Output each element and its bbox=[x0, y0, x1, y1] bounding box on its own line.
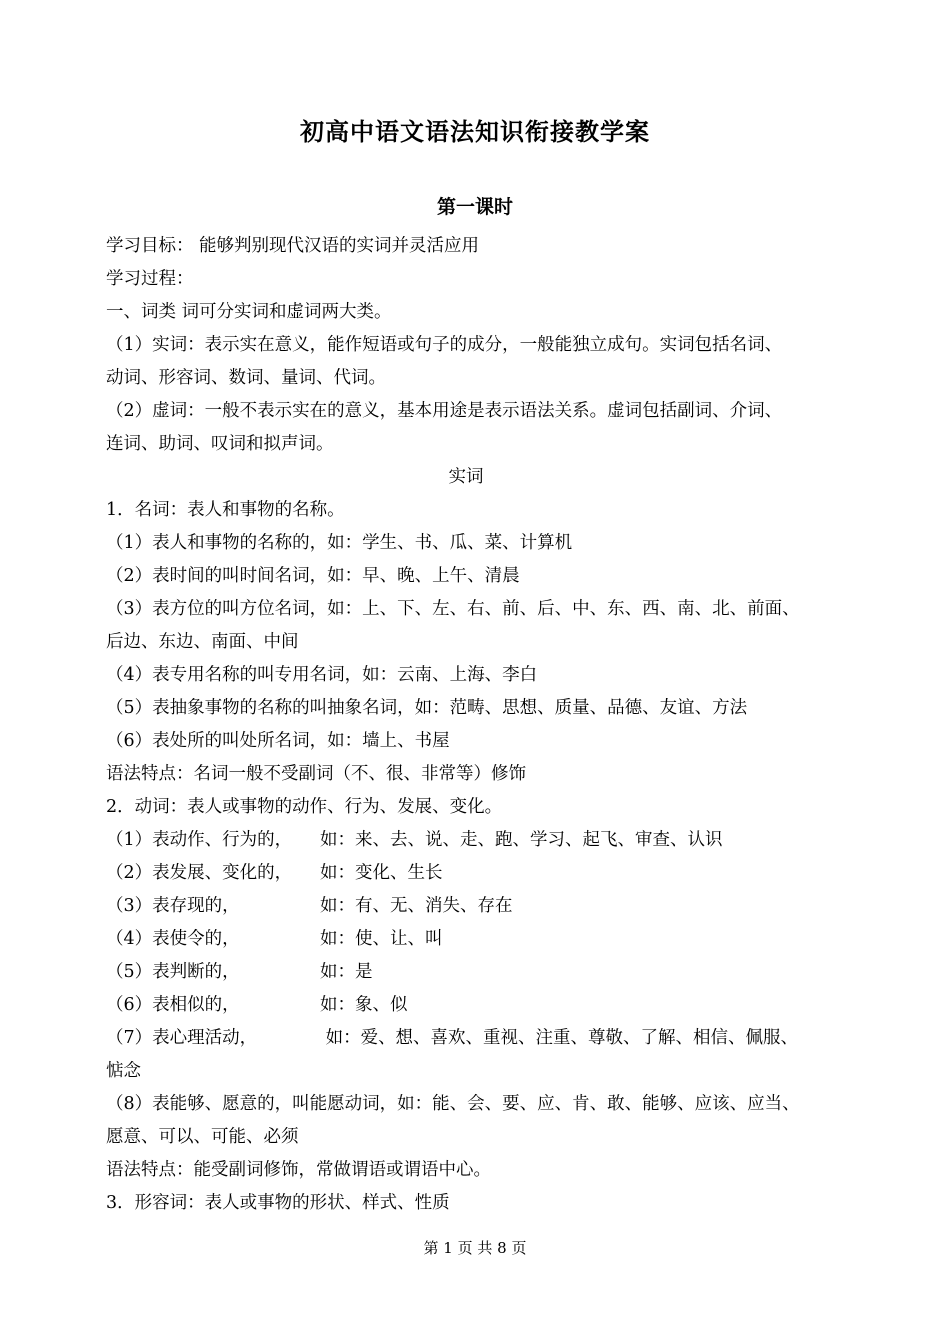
body-line: 1．名词：表人和事物的名称。 bbox=[106, 500, 345, 520]
body-line: 2．动词：表人或事物的动作、行为、发展、变化。 bbox=[106, 797, 503, 817]
body-line: （2）表时间的叫时间名词，如：早、晚、上午、清晨 bbox=[106, 566, 520, 586]
verb-list-item bbox=[106, 923, 866, 956]
body-line: 后边、东边、南面、中间 bbox=[106, 632, 299, 652]
body-line: （2）虚词：一般不表示实在的意义，基本用途是表示语法关系。虚词包括副词、介词、 bbox=[106, 401, 783, 421]
learning-process-line: 学习过程： bbox=[106, 269, 194, 289]
document-body bbox=[106, 230, 866, 1220]
section-heading: 实词 bbox=[448, 467, 484, 487]
verb-examples: 如：变化、生长 bbox=[320, 863, 443, 883]
word-class-line: 一、词类 词可分实词和虚词两大类。 bbox=[106, 302, 392, 322]
page-footer: 第 1 页 共 8 页 bbox=[423, 1239, 527, 1257]
body-line: 连词、助词、叹词和拟声词。 bbox=[106, 434, 334, 454]
body-line: （8）表能够、愿意的，叫能愿动词，如：能、会、要、应、肯、敢、能够、应该、应当、 bbox=[106, 1094, 800, 1114]
body-line: （1）实词：表示实在意义，能作短语或句子的成分，一般能独立成句。实词包括名词、 bbox=[106, 335, 783, 355]
body-line: （1）表人和事物的名称的，如：学生、书、瓜、菜、计算机 bbox=[106, 533, 573, 553]
body-line: （5）表抽象事物的名称的叫抽象名词，如：范畴、思想、质量、品德、友谊、方法 bbox=[106, 698, 748, 718]
verb-examples: 如：是 bbox=[320, 962, 373, 982]
body-line: 3．形容词：表人或事物的形状、样式、性质 bbox=[106, 1193, 450, 1213]
lesson-heading: 第一课时 bbox=[436, 196, 513, 218]
body-line: 动词、形容词、数词、量词、代词。 bbox=[106, 368, 386, 388]
body-line: （3）表方位的叫方位名词，如：上、下、左、右、前、后、中、东、西、南、北、前面、 bbox=[106, 599, 800, 619]
verb-list-item bbox=[106, 956, 866, 989]
body-line: （4）表专用名称的叫专用名词，如：云南、上海、李白 bbox=[106, 665, 538, 685]
verb-examples: 如：使、让、叫 bbox=[320, 929, 443, 949]
body-line: （6）表处所的叫处所名词，如：墙上、书屋 bbox=[106, 731, 450, 751]
document-title: 初高中语文语法知识衔接教学案 bbox=[300, 118, 650, 146]
body-line: 语法特点：名词一般不受副词（不、很、非常等）修饰 bbox=[106, 764, 526, 784]
body-line: 惦念 bbox=[106, 1061, 141, 1081]
verb-examples: 如：有、无、消失、存在 bbox=[320, 896, 513, 916]
body-line: 语法特点：能受副词修饰，常做谓语或谓语中心。 bbox=[106, 1160, 491, 1180]
verb-type-label: （4）表使令的， bbox=[106, 929, 240, 949]
verb-list-item bbox=[106, 857, 866, 890]
verb-examples: 如：来、去、说、走、跑、学习、起飞、审查、认识 bbox=[320, 830, 723, 850]
verb-type-label: （3）表存现的， bbox=[106, 896, 240, 916]
verb-type-label: （2）表发展、变化的， bbox=[106, 863, 293, 883]
verb-list-item bbox=[106, 824, 866, 857]
verb-list-item bbox=[106, 890, 866, 923]
verb-list-item bbox=[106, 989, 866, 1022]
verb-type-label: （6）表相似的， bbox=[106, 995, 240, 1015]
body-line: 愿意、可以、可能、必须 bbox=[106, 1127, 299, 1147]
verb-examples: 如：爱、想、喜欢、重视、注重、尊敬、了解、相信、佩服、 bbox=[320, 1028, 799, 1048]
verb-type-label: （5）表判断的， bbox=[106, 962, 240, 982]
verb-examples: 如：象、似 bbox=[320, 995, 408, 1015]
verb-list-item bbox=[106, 1022, 866, 1055]
verb-type-label: （1）表动作、行为的， bbox=[106, 830, 293, 850]
learning-goal-line: 学习目标： 能够判别现代汉语的实词并灵活应用 bbox=[106, 236, 480, 256]
verb-type-label: （7）表心理活动， bbox=[106, 1028, 258, 1048]
